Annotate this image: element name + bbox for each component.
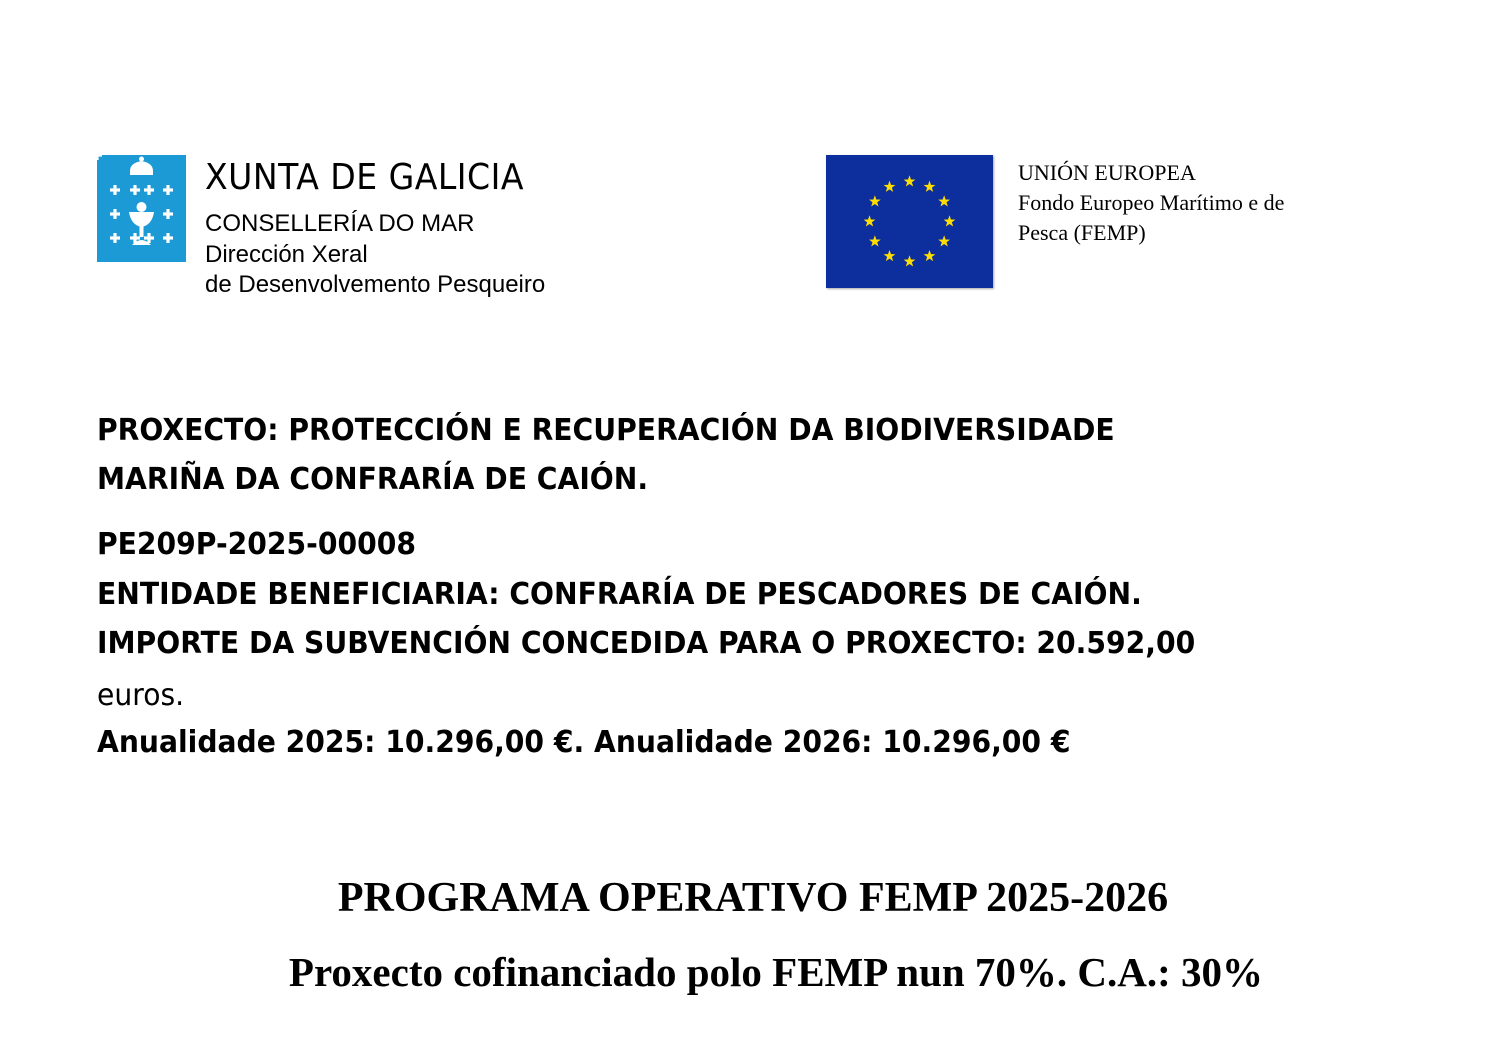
eu-star-icon: [938, 195, 950, 206]
eu-star-icon: [884, 250, 896, 261]
eu-title: UNIÓN EUROPEA: [1018, 160, 1196, 185]
eu-star-icon: [938, 235, 950, 246]
eu-star-icon: [869, 195, 881, 206]
xunta-conselleria: CONSELLERÍA DO MAR: [205, 210, 475, 237]
eu-star-icon: [869, 235, 881, 246]
eu-star-icon: [884, 181, 896, 192]
project-title-line1: PROXECTO: PROTECCIÓN E RECUPERACIÓN DA BIODIVERSIDADE: [97, 413, 1115, 448]
programme-cofinancing: Proxecto cofinanciado polo FEMP nun 70%. C.A.: 30%: [288, 949, 1264, 995]
xunta-direccion: Dirección Xeral: [205, 241, 368, 268]
eu-flag: [826, 155, 993, 288]
project-amount-unit: euros.: [97, 678, 185, 713]
eu-fund-line2: Pesca (FEMP): [1018, 220, 1146, 245]
eu-star-icon: [904, 255, 916, 266]
project-annuities: Anualidade 2025: 10.296,00 €. Anualidade 2026: 10.296,00 €: [97, 725, 1071, 760]
eu-fund-line1: Fondo Europeo Marítimo e de: [1018, 190, 1285, 215]
eu-star-icon: [924, 181, 936, 192]
project-code: PE209P-2025-00008: [97, 527, 416, 562]
xunta-title: XUNTA DE GALICIA: [205, 157, 524, 198]
programme-title: PROGRAMA OPERATIVO FEMP 2025-2026: [337, 875, 1169, 921]
eu-star-icon: [944, 215, 956, 226]
xunta-emblem: [97, 155, 186, 262]
eu-star-icon: [924, 250, 936, 261]
eu-star-icon: [864, 215, 876, 226]
project-title-line2: MARIÑA DA CONFRARÍA DE CAIÓN.: [97, 462, 649, 497]
xunta-desenvolvemento: de Desenvolvemento Pesqueiro: [205, 271, 546, 298]
project-beneficiary: ENTIDADE BENEFICIARIA: CONFRARÍA DE PESCADORES DE CAIÓN.: [97, 577, 1142, 612]
eu-star-icon: [904, 175, 916, 186]
project-amount: IMPORTE DA SUBVENCIÓN CONCEDIDA PARA O PROXECTO: 20.592,00: [97, 626, 1196, 661]
